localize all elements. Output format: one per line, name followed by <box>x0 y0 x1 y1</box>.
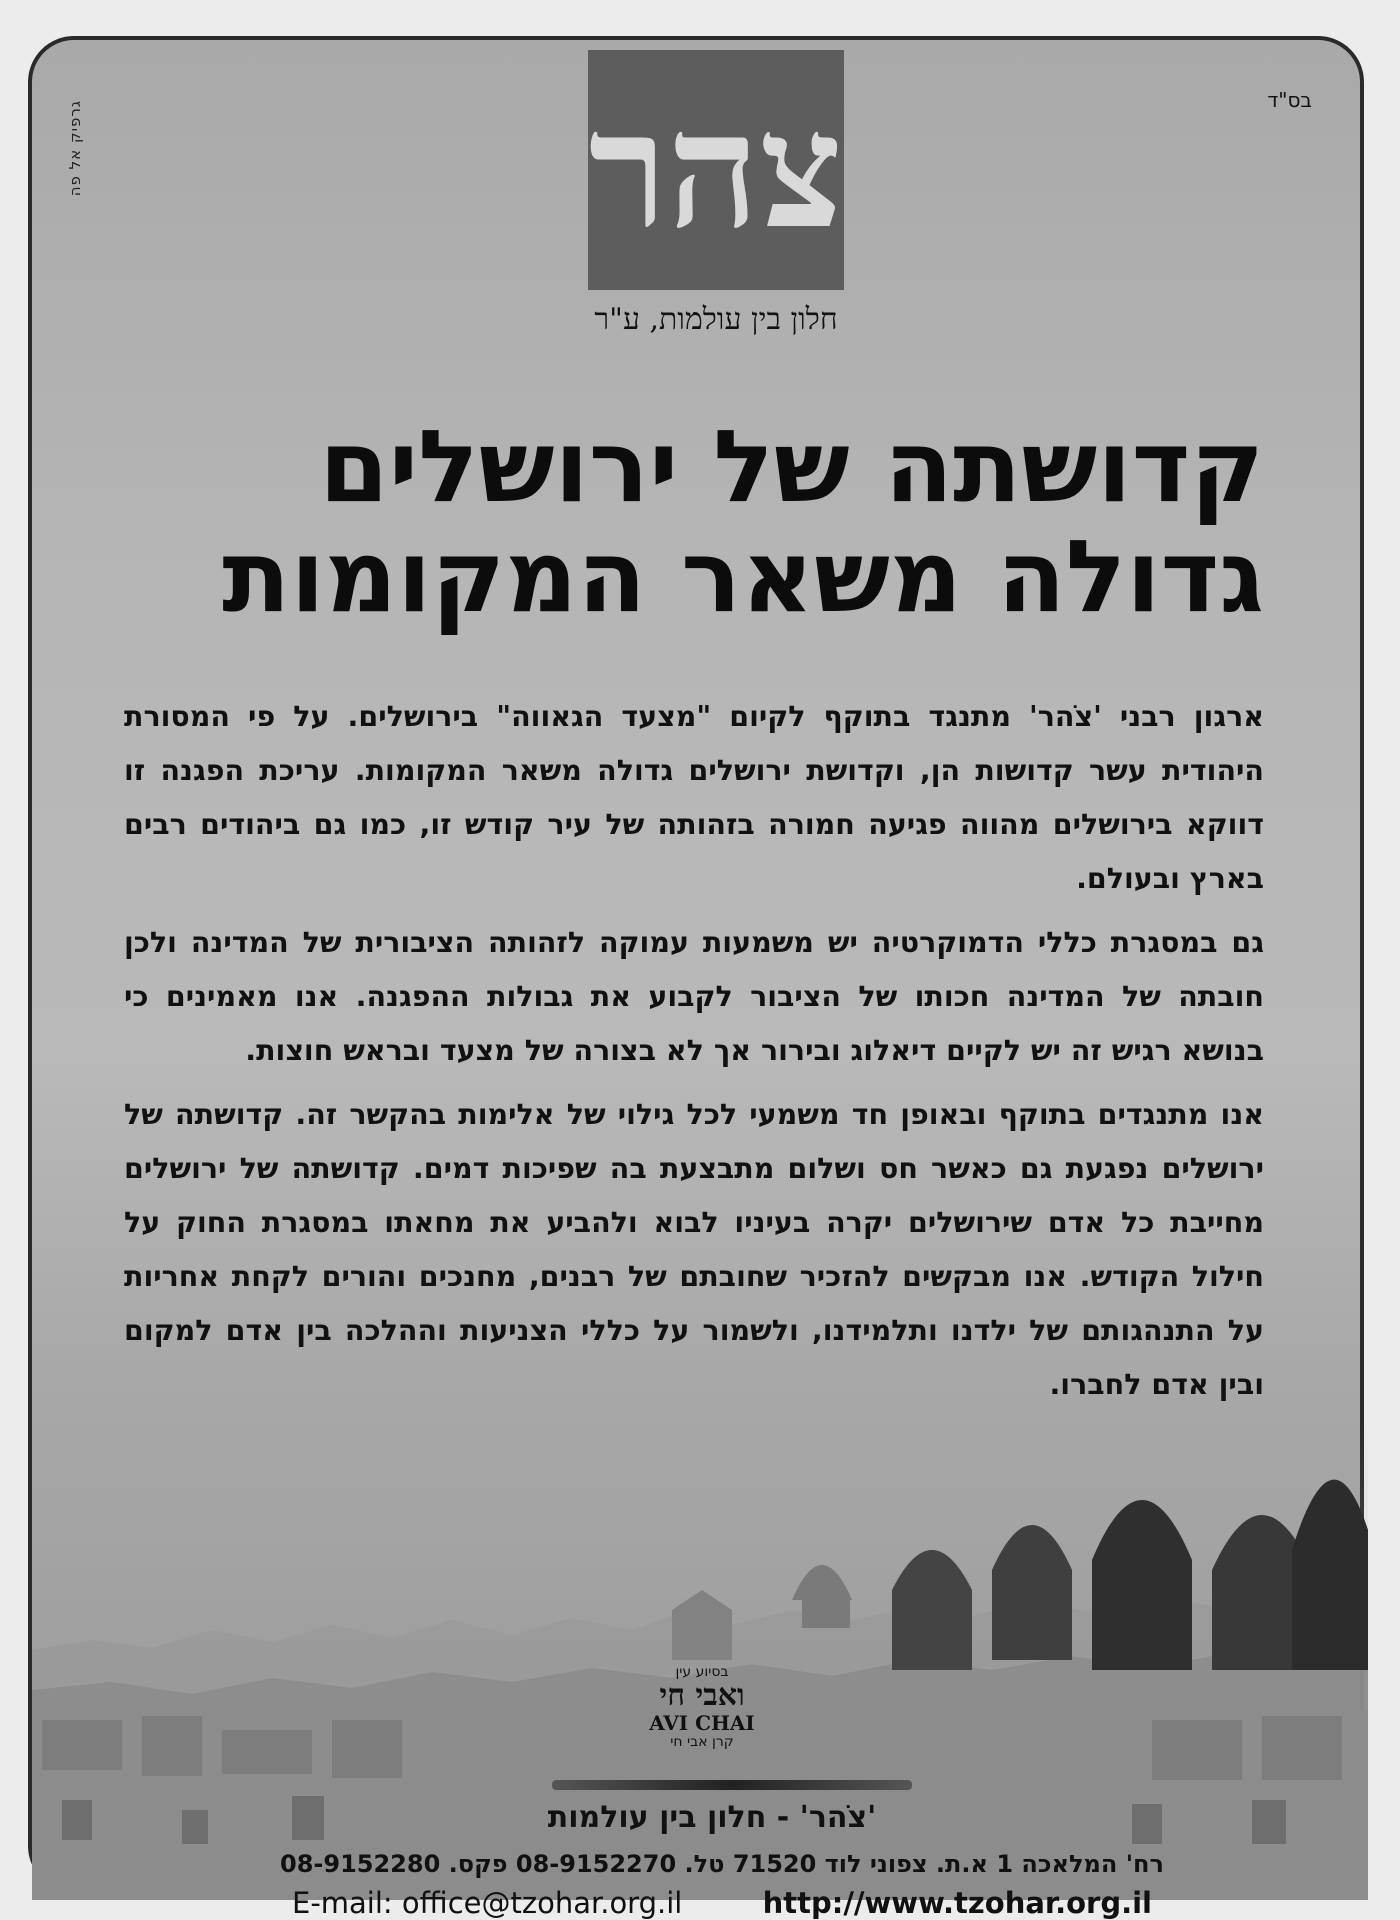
footer-contact <box>292 1886 1152 1920</box>
body-paragraph: ארגון רבני 'צֹהר' מתנגד בתוקף לקיום "מצעד הגאווה" בירושלים. על פי המסורת היהודית עשר קדושות הן, וקדושת ירושלים גדולה משאר המקומות. עריכת הפגנה זו דווקא בירושלים מהווה פגיעה חמורה בזהותה של עיר קודש זו, כמו גם ביהודים רבים בארץ ובעולם. <box>124 700 1264 895</box>
avi-chai-english: AVI CHAI <box>649 1711 755 1735</box>
footer-address: רח' המלאכה 1 א.ת. צפוני לוד 71520 טל. 08-9152270 פקס. 08-9152280 <box>280 1850 1164 1878</box>
footer-email[interactable]: E-mail: office@tzohar.org.il <box>292 1886 683 1920</box>
avi-chai-sub-text: קרן אבי חי <box>670 1734 734 1750</box>
bsd-mark: בס"ד <box>1267 88 1312 112</box>
body-paragraph: אנו מתנגדים בתוקף ובאופן חד משמעי לכל גילוי של אלימות בהקשר זה. קדושתה של ירושלים נפגעת גם כאשר חס ושלום מתבצעת בה שפיכות דמים. קדושתה של ירושלים מחייבת כל אדם שירושלים יקרה בעיניו לבוא ולהביע את מחאתו במסגרת החוק על חילול הקודש. אנו מבקשים להזכיר שחובתם של רבנים, מחנכים והורים לקחת אחריות על התנהגותם של ילדנו ותלמידנו, ולשמור על כללי הצניעות וההלכה בין אדם למקום ובין אדם לחברו. <box>124 1098 1264 1401</box>
body-paragraph: גם במסגרת כללי הדמוקרטיה יש משמעות עמוקה לזהותה הציבורית של המדינה ולכן חובתה של המדינה חכותו של הציבור לקבוע את גבולות ההפגנה. אנו מאמינים כי בנושא רגיש זה יש לקיים דיאלוג ובירור אך לא בצורה של מצעד ובראש חוצות. <box>124 926 1264 1067</box>
tzohar-logo-letters: צהר <box>588 76 844 264</box>
tzohar-logo <box>588 50 844 290</box>
headline-line-2: גדולה משאר המקומות <box>222 518 1264 635</box>
avi-chai-hebrew: ואבי חי <box>659 1678 745 1713</box>
footer-divider <box>552 1780 912 1790</box>
footer-org-name: 'צֹהר' - חלון בין עולמות <box>547 1800 877 1835</box>
footer-website-link[interactable]: http://www.tzohar.org.il <box>762 1886 1152 1920</box>
body-text <box>124 690 1264 1422</box>
logo-tagline: חלון בין עולמות, ע"ר <box>594 302 838 337</box>
avi-chai-top-text: בסיוע עין <box>675 1664 729 1680</box>
avi-chai-logo <box>642 1652 762 1762</box>
designer-credit: גרפיק אל פה <box>66 100 84 197</box>
headline <box>104 408 1264 635</box>
headline-line-1: קדושתה של ירושלים <box>319 408 1264 525</box>
ad-frame <box>28 36 1364 1920</box>
